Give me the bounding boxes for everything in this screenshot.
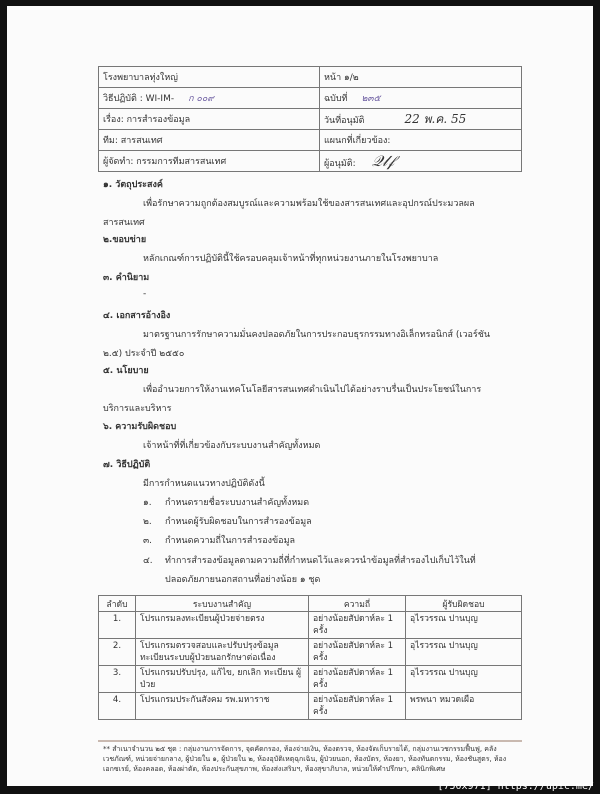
prepared-by: ผู้จัดทำ: กรรมการทีมสารสนเทศ: [99, 151, 320, 172]
hospital-name: โรงพยาบาลทุ่งใหญ่: [99, 67, 320, 88]
table-row: [99, 693, 522, 720]
approver: [320, 151, 522, 172]
section-5-title: ๕. นโยบาย: [103, 366, 149, 376]
edition-value: ๒๓๕: [361, 94, 381, 104]
distribution-footnote: ** สำเนาจำนวน ๒๕ ชุด : กลุ่มงานการจัดการ, จุดคัดกรอง, ห้องจ่ายเงิน, ห้องตรวจ, ห้องจัดเก็บรายได้, กลุ่มงานเวชกรรมฟื้นฟู, คลังเวชภัณฑ์, หน่วยจ่ายกลาง, ผู้ป่วยใน ๑, ผู้ป่วยใน ๒, ห้องอุบัติเหตุฉุกเฉิน, ผู้ป่วยนอก, ห้องบัตร, ห้องยา, ห้องทันตกรรม, ห้องชันสูตร, ห้องเอกซเรย์, ห้องคลอด, ห้องผ่าตัด, ห้องประกันสุขภาพ, ห้องส่งเสริมฯ, ห้องสุขาภิบาล, หน่วยให้คำปรึกษา, คลินิกพิเศษ: [103, 745, 507, 773]
section-4-title: ๔. เอกสารอ้างอิง: [103, 311, 171, 321]
section-4-text: มาตรฐานการรักษาความมั่นคงปลอดภัยในการประกอบธุรกรรมทางอิเล็กทรอนิกส์ (เวอร์ชัน: [143, 330, 490, 340]
cell-freq: อย่างน้อยสัปดาห์ละ 1 ครั้ง: [309, 612, 406, 639]
procedure-label: วิธีปฏิบัติ : WI-IM-: [103, 94, 175, 104]
watermark: [750x971] https://upic.me/: [437, 781, 594, 792]
table-header-row: [99, 596, 522, 612]
cell-no: 3.: [99, 666, 136, 693]
col-header: ลำดับ: [99, 596, 136, 612]
table-row: [99, 666, 522, 693]
step-item: [143, 514, 312, 528]
cell-no: 4.: [99, 693, 136, 720]
step-item: [143, 533, 295, 547]
section-5-text: เพื่ออำนวยการให้งานเทคโนโลยีสารสนเทศดำเนินไปได้อย่างราบรื่นเป็นประโยชน์ในการ: [143, 385, 482, 395]
approval-date: [320, 109, 522, 130]
section-6-text: เจ้าหน้าที่ที่เกี่ยวข้องกับระบบงานสำคัญทั้งหมด: [143, 441, 321, 451]
section-1-title: ๑. วัตถุประสงค์: [103, 180, 163, 190]
col-header: ความถี่: [309, 596, 406, 612]
page-number: หน้า ๑/๒: [320, 67, 522, 88]
section-2-text: หลักเกณฑ์การปฏิบัตินี้ใช้ครอบคลุมเจ้าหน้าที่ทุกหน่วยงานภายในโรงพยาบาล: [143, 254, 439, 264]
table-row: [99, 612, 522, 639]
section-3-title: ๓. คำนิยาม: [103, 273, 150, 283]
approval-date-value: 22 พ.ค. 55: [404, 111, 467, 126]
section-7-text: มีการกำหนดแนวทางปฏิบัติดังนี้: [143, 479, 265, 489]
step-item: [143, 552, 476, 590]
step-number: ๔.: [143, 556, 153, 566]
step-text: ทำการสำรองข้อมูลตามความถี่ที่กำหนดไว้และควรนำข้อมูลที่สำรองไปเก็บไว้ในที่: [165, 556, 476, 566]
col-header: ผู้รับผิดชอบ: [406, 596, 522, 612]
cell-owner: อุไรวรรณ ปานบุญ: [406, 666, 522, 693]
procedure-code-handwritten: ก ๐๐๙: [188, 94, 214, 104]
step-number: ๒.: [143, 517, 152, 527]
approver-signature: 𝒬𝓁𝒻: [371, 152, 395, 170]
approver-label: ผู้อนุมัติ:: [324, 159, 356, 169]
section-4-text-cont: ๒.๕) ประจำปี ๒๕๕๐: [103, 349, 185, 359]
step-text-cont: ปลอดภัยภายนอกสถานที่อย่างน้อย ๑ ชุด: [165, 575, 321, 585]
section-3-text: -: [143, 289, 147, 299]
table-row: [99, 639, 522, 666]
cell-freq: อย่างน้อยสัปดาห์ละ 1 ครั้ง: [309, 693, 406, 720]
cell-owner: พรพนา หมวดเผือ: [406, 693, 522, 720]
section-1-text: เพื่อรักษาความถูกต้องสมบูรณ์และความพร้อมใช้ของสารสนเทศและอุปกรณ์ประมวลผล: [143, 199, 475, 209]
team: ทีม: สารสนเทศ: [99, 130, 320, 151]
approval-date-label: วันที่อนุมัติ: [324, 115, 365, 126]
step-item: [143, 495, 309, 509]
cell-system: โปรแกรมประกันสังคม รพ.มหาราช: [136, 693, 309, 720]
col-header: ระบบงานสำคัญ: [136, 596, 309, 612]
step-text: กำหนดรายชื่อระบบงานสำคัญทั้งหมด: [165, 498, 310, 508]
procedure-code: [99, 88, 320, 109]
section-5-text-cont: บริการและบริหาร: [103, 404, 172, 414]
cell-system: โปรแกรมตรวจสอบและปรับปรุงข้อมูล ทะเบียนระบบผู้ป่วยนอกรักษาต่อเนื่อง: [136, 639, 309, 666]
step-number: ๑.: [143, 498, 152, 508]
divider: [98, 740, 522, 742]
section-7-title: ๗. วิธีปฏิบัติ: [103, 460, 151, 470]
edition: [320, 88, 522, 109]
step-text: กำหนดผู้รับผิดชอบในการสำรองข้อมูล: [165, 517, 312, 527]
subject: เรื่อง: การสำรองข้อมูล: [99, 109, 320, 130]
cell-no: 1.: [99, 612, 136, 639]
cell-system: โปรแกรมปรับปรุง, แก้ไข, ยกเลิก ทะเบียน ผู้ป่วย: [136, 666, 309, 693]
cell-no: 2.: [99, 639, 136, 666]
section-2-title: ๒.ขอบข่าย: [103, 235, 147, 245]
cell-freq: อย่างน้อยสัปดาห์ละ 1 ครั้ง: [309, 666, 406, 693]
cell-freq: อย่างน้อยสัปดาห์ละ 1 ครั้ง: [309, 639, 406, 666]
cell-owner: อุไรวรรณ ปานบุญ: [406, 612, 522, 639]
section-1-text-cont: สารสนเทศ: [103, 218, 145, 228]
section-6-title: ๖. ความรับผิดชอบ: [103, 422, 177, 432]
backup-systems-table: [98, 595, 522, 720]
step-number: ๓.: [143, 536, 153, 546]
cell-system: โปรแกรมลงทะเบียนผู้ป่วยจ่ายตรง: [136, 612, 309, 639]
document-header-table: [98, 66, 522, 172]
edition-label: ฉบับที่: [324, 94, 348, 104]
step-text: กำหนดความถี่ในการสำรองข้อมูล: [165, 536, 296, 546]
cell-owner: อุไรวรรณ ปานบุญ: [406, 639, 522, 666]
related-dept: แผนกที่เกี่ยวข้อง:: [320, 130, 522, 151]
